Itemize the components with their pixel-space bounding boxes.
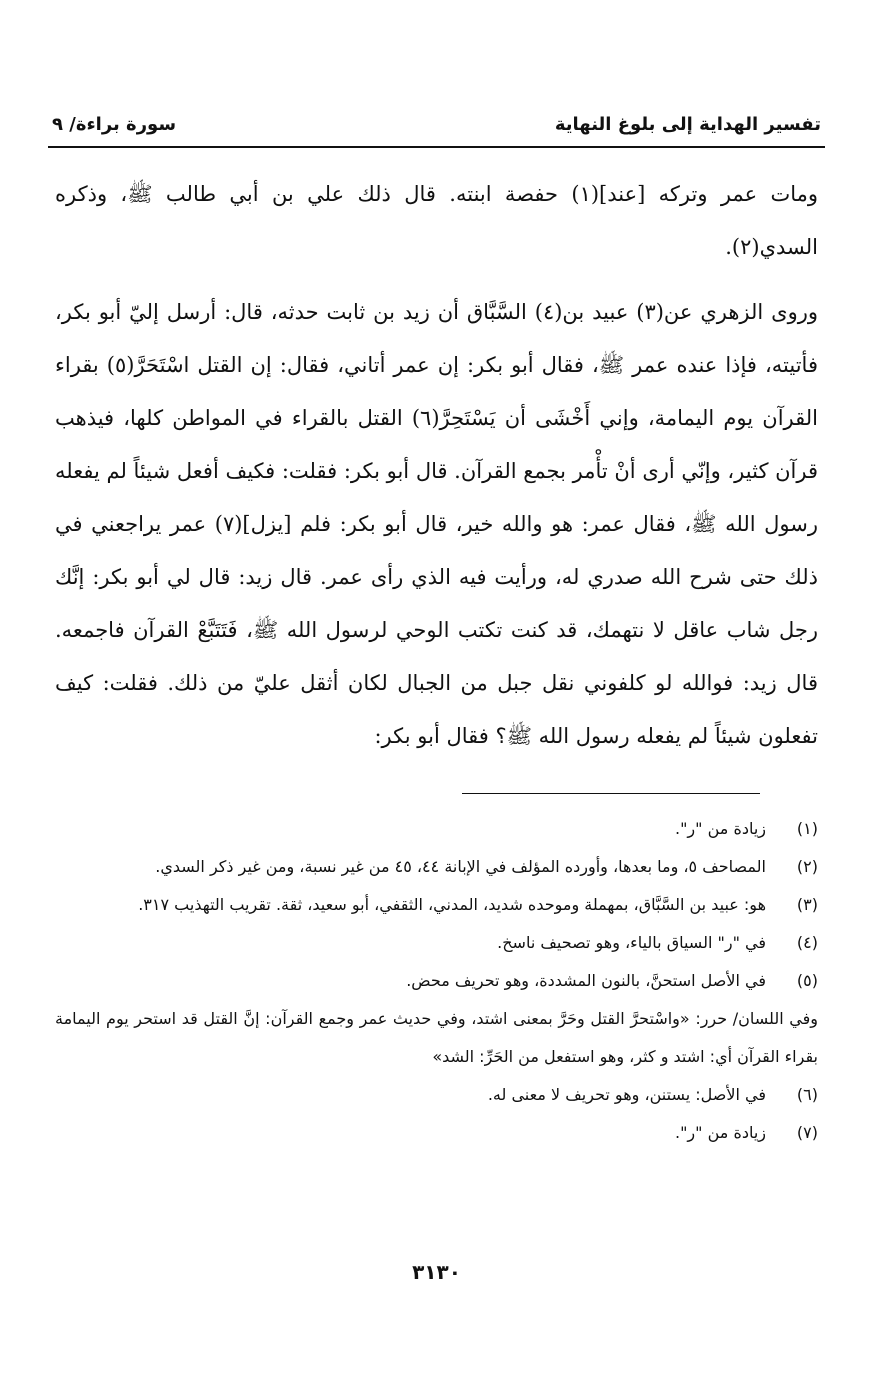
footnote-number: (٣) [796,895,818,914]
footnote-text: في "ر" السياق بالياء، وهو تصحيف ناسخ. [497,933,766,952]
page-number: ٣١٣٠ [412,1260,461,1284]
footnote-text: المصاحف ٥، وما بعدها، وأورده المؤلف في الإبانة ٤٤، ٤٥ من غير نسبة، ومن غير ذكر السدي. [155,857,766,876]
footnote-number: (٦) [796,1085,818,1104]
footnote-text: في الأصل استحنَّ، بالنون المشددة، وهو تحريف محض. [406,971,766,990]
footnote-text: وفي اللسان/ حرر: «واسْتحرَّ القتل وحَرَّ بمعنى اشتد، وفي حديث عمر وجمع القرآن: إنَّ القتل قد استحر يوم اليمامة بقراء القرآن أي: اشتد و كثر، وهو استفعل من الحَرِّ: الشد» [55,1009,818,1066]
footnote-text: زيادة من "ر". [674,1123,766,1142]
footnote-number: (٧) [796,1123,818,1142]
footnote-text: زيادة من "ر". [674,819,766,838]
footnote-text: في الأصل: يستنن، وهو تحريف لا معنى له. [487,1085,766,1104]
footnote-7 [55,1114,818,1152]
header-divider [48,146,825,148]
footnote-divider [462,793,760,794]
paragraph-1: ومات عمر وتركه [عند](١) حفصة ابنته. قال ذلك علي بن أبي طالب ﷺ، وذكره السدي(٢). [55,182,819,259]
footnote-number: (٥) [796,971,818,990]
footnote-1 [55,810,818,848]
footnote-2 [55,848,818,886]
footnotes [55,810,818,1152]
footnote-5-continuation [55,1000,818,1076]
footnote-number: (٢) [796,857,818,876]
footnote-text: هو: عبيد بن السَّبَّاق، بمهملة وموحده شديد، المدني، الثقفي، أبو سعيد، ثقة. تقريب التهذيب ٣١٧. [138,895,766,914]
footnote-4 [55,924,818,962]
footnote-3 [55,886,818,924]
footnote-6 [55,1076,818,1114]
paragraph-2: وروى الزهري عن(٣) عبيد بن(٤) السَّبَّاق أن زيد بن ثابت حدثه، قال: أرسل إليّ أبو بكر، فأتيته، فإذا عنده عمر ﷺ، فقال أبو بكر: إن عمر أتاني، فقال: إن القتل اسْتَحَرَّ(٥) بقراء القرآن يوم اليمامة، وإني أَخْشَى أن يَسْتَحِرَّ(٦) القتل بالقراء في المواطن كلها، فيذهب قرآن كثير، وإنّي أرى أنْ تأْمر بجمع القرآن. قال أبو بكر: فقلت: فكيف أفعل شيئاً لم يفعله رسول الله ﷺ، فقال عمر: هو والله خير، قال أبو بكر: فلم [يزل](٧) عمر يراجعني في ذلك حتى شرح الله صدري له، ورأيت فيه الذي رأى عمر. قال زيد: قال لي أبو بكر: إنَّك رجل شاب عاقل لا نتهمك، قد كنت تكتب الوحي لرسول الله ﷺ، فَتَتَبَّعْ القرآن فاجمعه. قال زيد: فوالله لو كلفوني نقل جبل من الجبال لكان أثقل عليّ من ذلك. فقلت: كيف تفعلون شيئاً لم يفعله رسول الله ﷺ؟ فقال أبو بكر: [55,300,818,748]
main-text [55,168,818,763]
book-title: تفسير الهداية إلى بلوغ النهاية [554,114,821,135]
section-title: سورة براءة/ ٩ [52,114,177,135]
footnote-number: (١) [796,819,818,838]
running-header [52,108,821,142]
footnote-number: (٤) [796,933,818,952]
footnote-5 [55,962,818,1000]
